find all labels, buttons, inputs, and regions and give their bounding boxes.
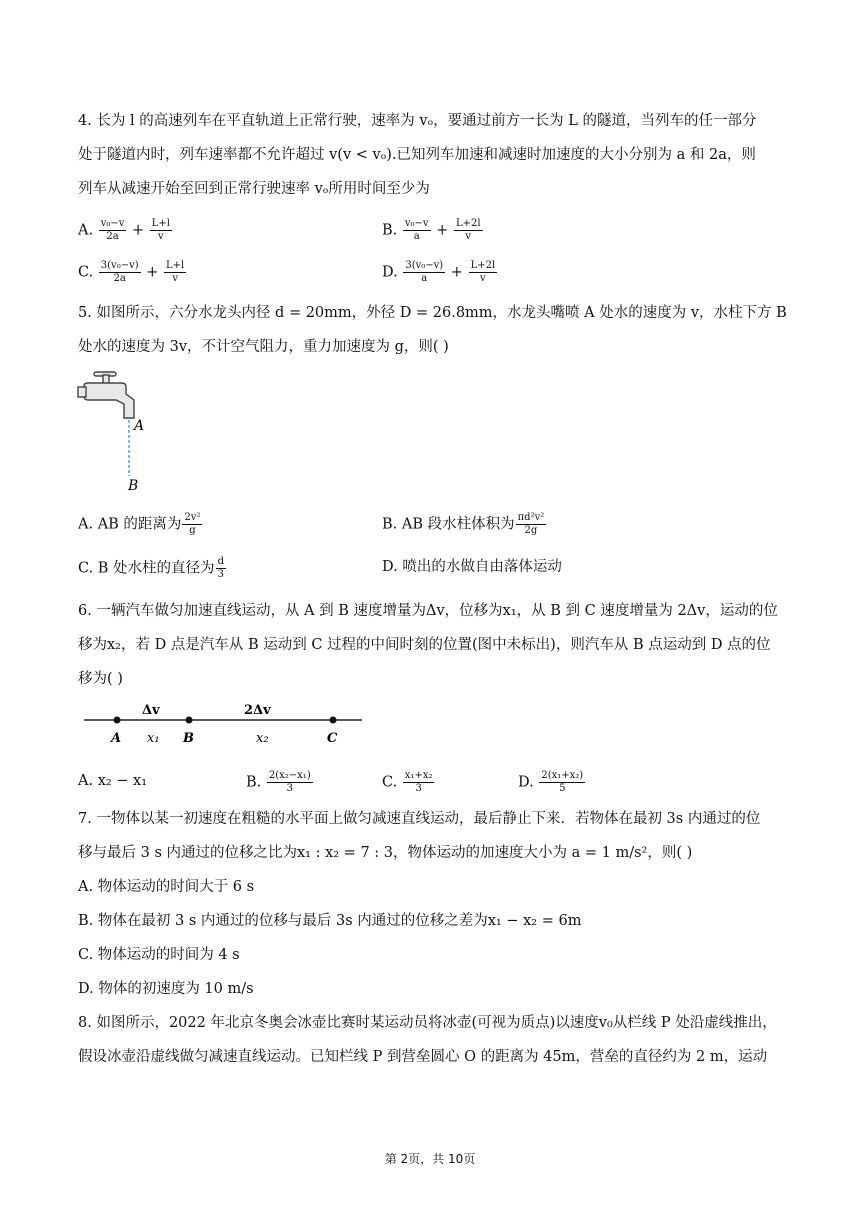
- q6-option-b[interactable]: B. $\frac{\text{2(x₂−x₁)}}{3}$: [246, 770, 311, 794]
- two-delta-v-label: 2Δv: [244, 703, 271, 718]
- point-c-label: C: [327, 731, 338, 746]
- fraction: $\frac{L+2l}{v}$: [455, 218, 481, 242]
- motion-figure: [84, 700, 374, 748]
- q5-option-c[interactable]: C. B 处水柱的直径为 $\frac{d}{3}$: [78, 556, 224, 580]
- q4-option-b[interactable]: B. $\frac{\text{v₀−v}}{a}$ + $\frac{L+2l}{v}$: [382, 218, 481, 242]
- q6-option-d[interactable]: D. $\frac{\text{2(x₁+x₂)}}{5}$: [518, 770, 584, 794]
- fraction: $\frac{L+2l}{v}$: [470, 260, 496, 284]
- fraction: $\frac{\text{v₀−v}}{2a}$: [100, 218, 125, 242]
- point-c-dot: [330, 717, 337, 724]
- x1-label: x₁: [147, 731, 160, 746]
- fraction: $\frac{\text{πd²v²}}{2g}$: [517, 512, 545, 536]
- q6-stem-line1: 6. 一辆汽车做匀加速直线运动，从 A 到 B 速度增量为Δv，位移为x₁，从 B 到 C 速度增量为 2Δv，运动的位: [78, 603, 778, 619]
- point-b-label: B: [128, 478, 139, 494]
- q5-option-a[interactable]: A. AB 的距离为 $\frac{\text{2v²}}{g}$: [78, 512, 201, 536]
- q6-option-a[interactable]: A. x₂ − x₁: [78, 773, 148, 789]
- q4-stem-line2: 处于隧道内时，列车速率都不允许超过 v(v < vₒ).已知列车加速和减速时加速度的大小分别为 a 和 2a，则: [78, 147, 756, 163]
- fraction: $\frac{\text{v₀−v}}{a}$: [404, 218, 429, 242]
- fraction: $\frac{d}{3}$: [217, 556, 224, 580]
- point-a-dot: [114, 717, 121, 724]
- q4-option-c[interactable]: C. $\frac{\text{3(v₀−v)}}{2a}$ + $\frac{L+l}{v}$: [78, 260, 185, 284]
- q6-option-c[interactable]: C. $\frac{\text{x₁+x₂}}{3}$: [382, 770, 433, 794]
- q5-option-b[interactable]: B. AB 段水柱体积为 $\frac{\text{πd²v²}}{2g}$: [382, 512, 545, 536]
- q5-stem-line2: 处水的速度为 3v，不计空气阻力，重力加速度为 g，则( ): [78, 339, 449, 355]
- point-a-label: A: [134, 418, 145, 434]
- delta-v-label: Δv: [142, 703, 160, 718]
- q4-stem-line3: 列车从减速开始至回到正常行驶速率 vₒ所用时间至少为: [78, 181, 430, 197]
- page-footer: 第 2页，共 10页: [384, 1152, 476, 1166]
- fraction: $\frac{\text{x₁+x₂}}{3}$: [404, 770, 433, 794]
- q5-option-d[interactable]: D. 喷出的水做自由落体运动: [382, 559, 562, 575]
- q7-stem-line1: 7. 一物体以某一初速度在粗糙的水平面上做匀减速直线运动，最后静止下来．若物体在最初 3s 内通过的位: [78, 811, 761, 827]
- faucet-figure: [76, 366, 156, 496]
- q7-stem-line2: 移与最后 3 s 内通过的位移之比为x₁ : x₂ = 7 : 3，物体运动的加速度大小为 a = 1 m/s²，则( ): [78, 845, 693, 861]
- fraction: $\frac{\text{3(v₀−v)}}{2a}$: [100, 260, 139, 284]
- x2-label: x₂: [256, 731, 269, 746]
- fraction: $\frac{\text{2v²}}{g}$: [184, 512, 201, 536]
- q7-option-b[interactable]: B. 物体在最初 3 s 内通过的位移与最后 3s 内通过的位移之差为x₁ − x₂ = 6m: [78, 913, 582, 929]
- q6-stem-line3: 移为( ): [78, 671, 123, 687]
- fraction: $\frac{L+l}{v}$: [166, 260, 185, 284]
- q7-option-c[interactable]: C. 物体运动的时间为 4 s: [78, 947, 240, 963]
- q4-option-d[interactable]: D. $\frac{\text{3(v₀−v)}}{a}$ + $\frac{L+2l}{v}$: [382, 260, 496, 284]
- q8-stem-line2: 假设冰壶沿虚线做匀减速直线运动。已知栏线 P 到营垒圆心 O 的距离为 45m，营垒的直径约为 2 m，运动: [78, 1049, 768, 1065]
- fraction: $\frac{L+l}{v}$: [151, 218, 170, 242]
- q4-option-a[interactable]: A. $\frac{\text{v₀−v}}{2a}$ + $\frac{L+l}{v}$: [78, 218, 170, 242]
- fraction: $\frac{\text{2(x₂−x₁)}}{3}$: [268, 770, 311, 794]
- point-b-dot: [186, 717, 193, 724]
- q8-stem-line1: 8. 如图所示，2022 年北京冬奥会冰壶比赛时某运动员将冰壶(可视为质点)以速度v₀从栏线 P 处沿虚线推出，: [78, 1015, 777, 1031]
- q5-stem-line1: 5. 如图所示，六分水龙头内径 d = 20mm，外径 D = 26.8mm，水龙头嘴喷 A 处水的速度为 v，水柱下方 B: [78, 305, 787, 321]
- q6-stem-line2: 移为x₂，若 D 点是汽车从 B 运动到 C 过程的中间时刻的位置(图中未标出)，则汽车从 B 点运动到 D 点的位: [78, 637, 771, 653]
- faucet-icon: [78, 372, 134, 418]
- q7-option-a[interactable]: A. 物体运动的时间大于 6 s: [78, 879, 255, 895]
- point-a-label: A: [111, 731, 122, 746]
- q4-stem-line1: 4. 长为 l 的高速列车在平直轨道上正常行驶，速率为 vₒ，要通过前方一长为 L 的隧道，当列车的任一部分: [78, 113, 757, 129]
- fraction: $\frac{\text{3(v₀−v)}}{a}$: [405, 260, 444, 284]
- q7-option-d[interactable]: D. 物体的初速度为 10 m/s: [78, 981, 254, 997]
- fraction: $\frac{\text{2(x₁+x₂)}}{5}$: [541, 770, 584, 794]
- point-b-label: B: [183, 731, 194, 746]
